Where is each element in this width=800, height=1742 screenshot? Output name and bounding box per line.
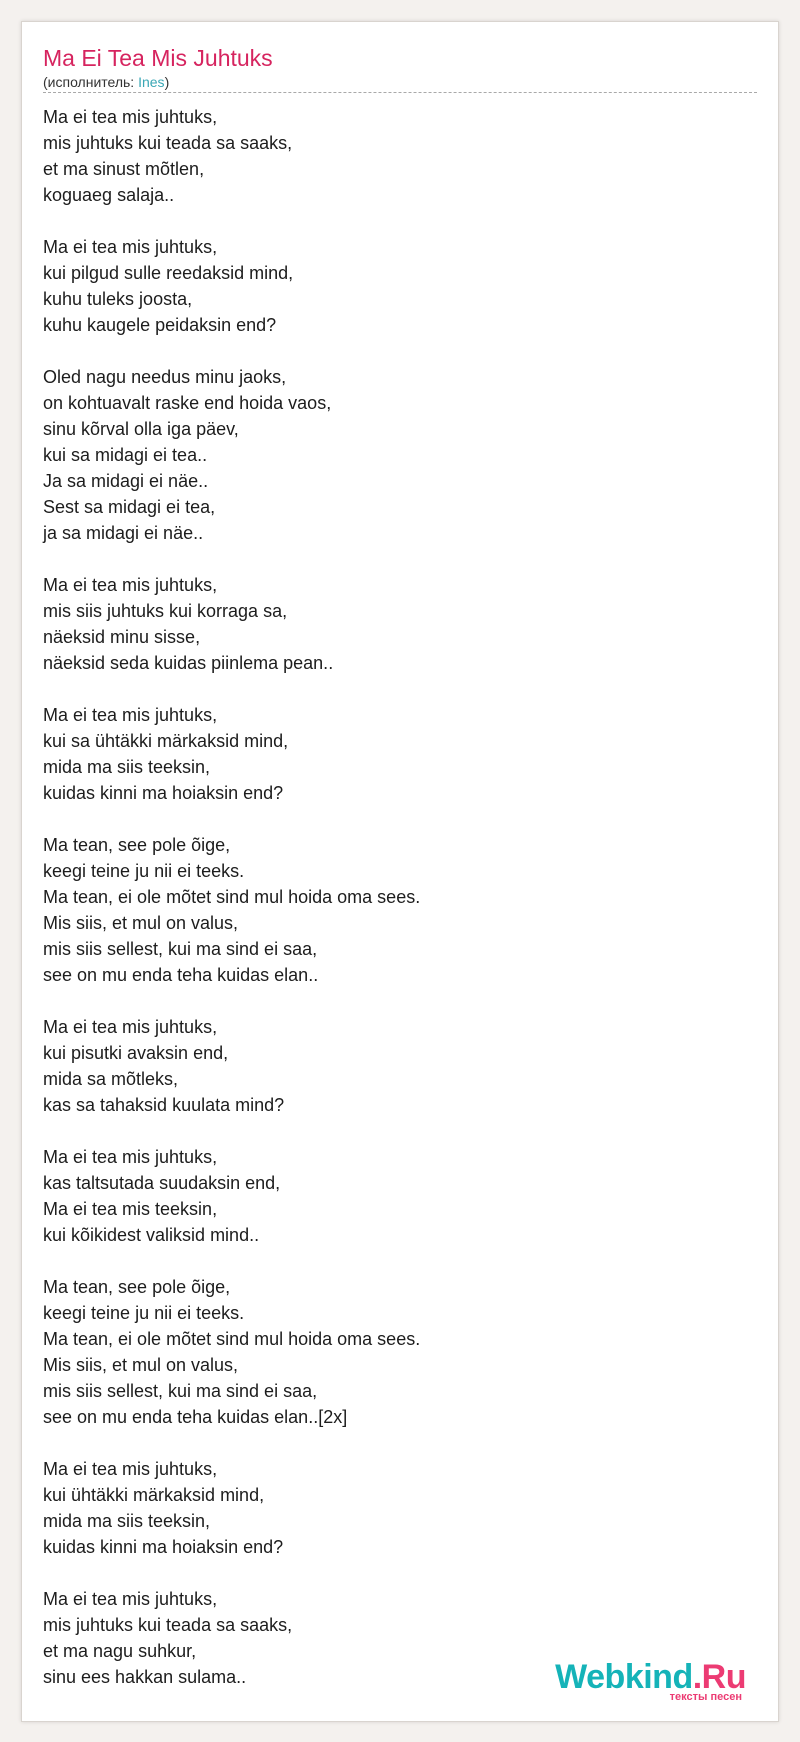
lyric-line: kui sa midagi ei tea.. xyxy=(43,445,208,465)
lyric-line: Ma ei tea mis juhtuks, xyxy=(43,575,218,595)
lyrics-stanza xyxy=(43,1456,757,1560)
song-header xyxy=(43,44,757,91)
lyric-line: kuhu tuleks joosta, xyxy=(43,289,193,309)
lyric-line: mis juhtuks kui teada sa saaks, xyxy=(43,1615,293,1635)
lyric-line: kui kõikidest valiksid mind.. xyxy=(43,1225,260,1245)
lyric-line: Ma ei tea mis juhtuks, xyxy=(43,1589,218,1609)
lyric-line: sinu kõrval olla iga päev, xyxy=(43,419,239,439)
lyrics-stanza xyxy=(43,832,757,988)
lyric-line: Ma ei tea mis juhtuks, xyxy=(43,107,218,127)
lyrics-stanza xyxy=(43,572,757,676)
logo-name: Webkind xyxy=(555,1658,693,1696)
lyric-line: Ma ei tea mis juhtuks, xyxy=(43,1017,218,1037)
lyrics-card xyxy=(21,21,779,1722)
lyrics-stanza xyxy=(43,364,757,546)
lyric-line: mida ma siis teeksin, xyxy=(43,757,211,777)
lyric-line: mis siis juhtuks kui korraga sa, xyxy=(43,601,288,621)
artist-suffix: ) xyxy=(164,74,170,90)
lyric-line: kuidas kinni ma hoiaksin end? xyxy=(43,783,284,803)
lyrics-stanza xyxy=(43,234,757,338)
lyric-line: Ma ei tea mis juhtuks, xyxy=(43,1147,218,1167)
lyric-line: mis siis sellest, kui ma sind ei saa, xyxy=(43,1381,318,1401)
lyric-line: koguaeg salaja.. xyxy=(43,185,175,205)
lyric-line: mis siis sellest, kui ma sind ei saa, xyxy=(43,939,318,959)
lyric-line: Mis siis, et mul on valus, xyxy=(43,1355,239,1375)
lyric-line: Sest sa midagi ei tea, xyxy=(43,497,216,517)
song-title: Ma Ei Tea Mis Juhtuks xyxy=(43,45,273,71)
lyric-line: on kohtuavalt raske end hoida vaos, xyxy=(43,393,332,413)
lyric-line: ja sa midagi ei näe.. xyxy=(43,523,204,543)
lyric-line: Mis siis, et mul on valus, xyxy=(43,913,239,933)
lyric-line: see on mu enda teha kuidas elan.. xyxy=(43,965,319,985)
lyric-line: keegi teine ju nii ei teeks. xyxy=(43,861,245,881)
lyric-line: Ma ei tea mis teeksin, xyxy=(43,1199,218,1219)
site-logo[interactable] xyxy=(555,1660,746,1703)
lyric-line: näeksid seda kuidas piinlema pean.. xyxy=(43,653,334,673)
lyric-line: kuhu kaugele peidaksin end? xyxy=(43,315,277,335)
lyrics-stanza xyxy=(43,702,757,806)
lyric-line: kui sa ühtäkki märkaksid mind, xyxy=(43,731,289,751)
artist-link[interactable]: Ines xyxy=(138,74,165,90)
lyric-line: kuidas kinni ma hoiaksin end? xyxy=(43,1537,284,1557)
logo-tld: .Ru xyxy=(692,1658,746,1696)
lyric-line: mida sa mõtleks, xyxy=(43,1069,179,1089)
lyrics-body xyxy=(43,104,757,1716)
lyric-line: Ja sa midagi ei näe.. xyxy=(43,471,209,491)
lyric-line: kas taltsutada suudaksin end, xyxy=(43,1173,281,1193)
lyric-line: Oled nagu needus minu jaoks, xyxy=(43,367,287,387)
lyric-line: mida ma siis teeksin, xyxy=(43,1511,211,1531)
lyric-line: Ma tean, see pole õige, xyxy=(43,1277,231,1297)
lyric-line: kui pilgud sulle reedaksid mind, xyxy=(43,263,294,283)
lyric-line: et ma sinust mõtlen, xyxy=(43,159,205,179)
artist-prefix: (исполнитель: xyxy=(43,74,139,90)
lyric-line: sinu ees hakkan sulama.. xyxy=(43,1667,247,1687)
lyric-line: keegi teine ju nii ei teeks. xyxy=(43,1303,245,1323)
lyrics-stanza xyxy=(43,1014,757,1118)
header-divider xyxy=(43,92,757,93)
lyric-line: see on mu enda teha kuidas elan..[2x] xyxy=(43,1407,348,1427)
lyric-line: kui pisutki avaksin end, xyxy=(43,1043,229,1063)
lyric-line: Ma tean, see pole õige, xyxy=(43,835,231,855)
logo-wordmark xyxy=(555,1660,746,1694)
artist-line xyxy=(43,73,757,91)
lyric-line: Ma ei tea mis juhtuks, xyxy=(43,237,218,257)
lyric-line: näeksid minu sisse, xyxy=(43,627,201,647)
lyric-line: kas sa tahaksid kuulata mind? xyxy=(43,1095,285,1115)
lyric-line: et ma nagu suhkur, xyxy=(43,1641,197,1661)
lyric-line: kui ühtäkki märkaksid mind, xyxy=(43,1485,265,1505)
lyric-line: Ma ei tea mis juhtuks, xyxy=(43,1459,218,1479)
logo-tagline: тексты песен xyxy=(669,1691,742,1703)
lyric-line: mis juhtuks kui teada sa saaks, xyxy=(43,133,293,153)
lyric-line: Ma tean, ei ole mõtet sind mul hoida oma sees. xyxy=(43,1329,421,1349)
lyric-line: Ma tean, ei ole mõtet sind mul hoida oma sees. xyxy=(43,887,421,907)
lyrics-stanza xyxy=(43,1274,757,1430)
lyrics-stanza xyxy=(43,1144,757,1248)
lyrics-stanza xyxy=(43,104,757,208)
lyric-line: Ma ei tea mis juhtuks, xyxy=(43,705,218,725)
